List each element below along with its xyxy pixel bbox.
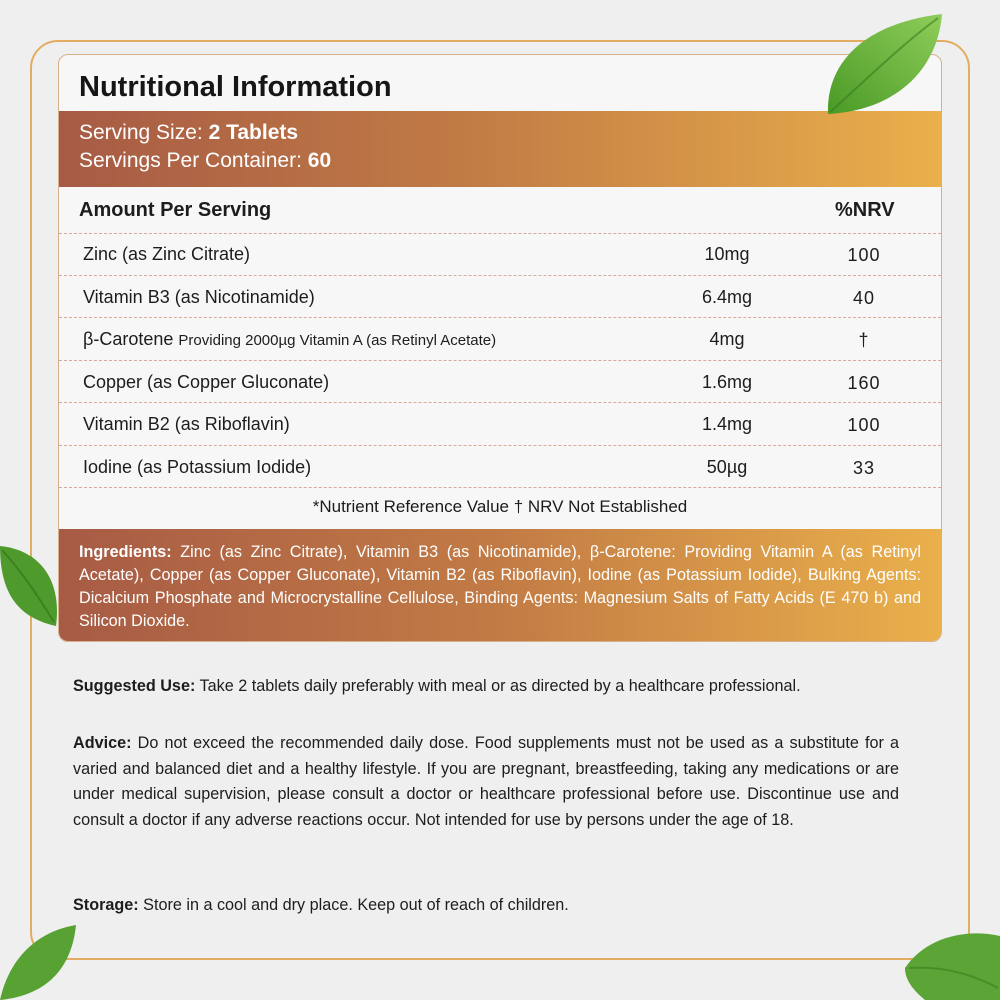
leaf-icon xyxy=(0,540,62,630)
nutrient-name xyxy=(83,244,250,265)
nutrition-panel xyxy=(58,54,942,642)
nutrient-amount: 6.4mg xyxy=(701,286,753,307)
nutrient-name-text: Vitamin B3 (as Nicotinamide) xyxy=(83,286,315,307)
nutrient-nrv: 100 xyxy=(847,245,881,265)
table-row xyxy=(59,276,941,319)
nutrient-name xyxy=(83,414,290,435)
nutrient-nrv: † xyxy=(858,330,870,350)
nutrient-name xyxy=(83,457,311,478)
ingredients-label: Ingredients: xyxy=(79,543,172,561)
nutrient-nrv: 40 xyxy=(852,287,876,308)
nutrient-name xyxy=(83,329,496,350)
table-row xyxy=(59,361,941,404)
table-header xyxy=(59,187,941,234)
nutrient-amount: 1.4mg xyxy=(701,414,753,434)
nutrient-nrv: 160 xyxy=(847,372,881,393)
nutrient-name xyxy=(83,287,315,308)
table-row xyxy=(59,233,941,276)
servings-per-container-value: 60 xyxy=(307,149,332,172)
ingredients-text: Zinc (as Zinc Citrate), Vitamin B3 (as Nicotinamide), β-Carotene: Providing Vitamin A (as Retinyl Acetate), Copper (as Copper Gluconate), Vitamin B2 (as Riboflavin), Iodine (as Potassium Iodide), Bulking Agents: Dicalcium Phosphate and Microcrystalline Cellulose, Binding Agents: Magnesium Salts of Fatty Acids (E 470 b) and Silicon Dioxide. xyxy=(79,543,921,630)
serving-size-label: Serving Size: xyxy=(79,121,203,144)
nutrient-amount: 50µg xyxy=(706,456,748,477)
storage xyxy=(73,893,899,919)
servings-per-container xyxy=(79,147,921,175)
nutrient-name-text: Vitamin B2 (as Riboflavin) xyxy=(83,414,290,434)
nutrient-name-text: Zinc (as Zinc Citrate) xyxy=(83,244,251,264)
nutrient-nrv: 33 xyxy=(852,457,876,478)
nrv-footnote: *Nutrient Reference Value † NRV Not Established xyxy=(312,497,688,516)
serving-size-value: 2 Tablets xyxy=(208,121,299,144)
panel-title: Nutritional Information xyxy=(79,71,392,103)
nrv-header: %NRV xyxy=(835,199,895,221)
leaf-icon xyxy=(0,925,80,1000)
storage-text: Store in a cool and dry place. Keep out of reach of children. xyxy=(138,896,569,914)
serving-band xyxy=(59,111,941,187)
storage-label: Storage: xyxy=(73,896,139,914)
servings-per-container-label: Servings Per Container: xyxy=(79,149,302,172)
serving-size xyxy=(79,119,921,147)
nutrient-amount: 10mg xyxy=(704,244,750,264)
nutrient-name-text: Copper (as Copper Gluconate) xyxy=(83,371,330,392)
table-row xyxy=(59,446,941,489)
nutrient-note: Providing 2000µg Vitamin A (as Retinyl Acetate) xyxy=(178,332,497,349)
advice-label: Advice: xyxy=(73,734,132,752)
suggested-use-text: Take 2 tablets daily preferably with meal or as directed by a healthcare professional. xyxy=(195,677,801,695)
leaf-icon xyxy=(820,6,950,121)
nutrient-amount: 1.6mg xyxy=(701,371,753,392)
nutrient-table xyxy=(59,233,941,488)
table-row xyxy=(59,403,941,446)
advice-text: Do not exceed the recommended daily dose. Food supplements must not be used as a substitute for a varied and balanced diet and a healthy lifestyle. If you are pregnant, breastfeeding, taking any medications or are under medical supervision, please consult a doctor or healthcare professional before use. Discontinue use and consult a doctor if any adverse reactions occur. Not intended for use by persons under the age of 18. xyxy=(73,734,899,829)
ingredients-band xyxy=(59,529,941,642)
nutrient-name-text: β-Carotene xyxy=(83,329,174,349)
advice xyxy=(73,731,899,833)
amount-per-serving-header: Amount Per Serving xyxy=(79,199,272,221)
table-row xyxy=(59,318,941,361)
suggested-use-label: Suggested Use: xyxy=(73,677,196,695)
nutrient-nrv: 100 xyxy=(847,415,881,435)
nutrient-name-text: Iodine (as Potassium Iodide) xyxy=(83,456,312,477)
nutrient-name xyxy=(83,372,329,393)
suggested-use xyxy=(73,674,899,700)
nutrient-amount: 4mg xyxy=(709,329,745,349)
leaf-icon xyxy=(905,928,1000,1000)
